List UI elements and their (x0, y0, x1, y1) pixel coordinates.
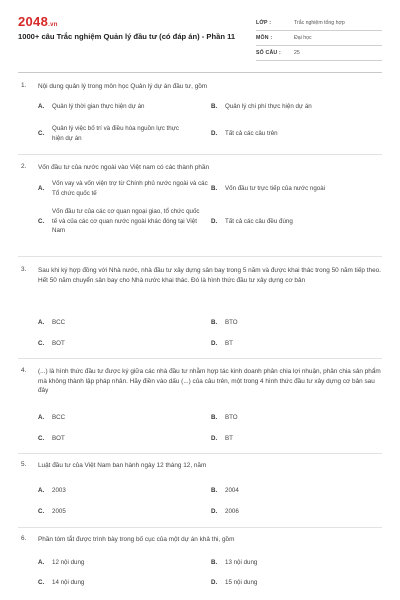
option-text: BCC (52, 319, 66, 326)
question-text: Phần tóm tắt được trình bày trong bố cục của một dự án khả thi, gồm (38, 536, 235, 543)
meta-value: Đại học (294, 35, 312, 41)
meta-row-class (256, 16, 382, 31)
document-header (18, 14, 382, 76)
option-letter: D. (211, 435, 218, 442)
option-text: Vốn đầu tư trực tiếp của nước ngoài (225, 185, 326, 192)
meta-table (256, 16, 382, 61)
meta-row-subject (256, 31, 382, 46)
option-text: 2004 (225, 487, 239, 494)
option-text: BT (225, 340, 233, 347)
option-letter: A. (38, 103, 45, 110)
site-logo[interactable] (18, 14, 58, 29)
question-text: Vốn đầu tư của nước ngoài vào Việt nam có các thành phần (38, 164, 210, 171)
option-text: BT (225, 435, 233, 442)
question-text: (...) là hình thức đầu tư được ký giữa các nhà đầu tư nhằm hợp tác kinh doanh phân chia lợi nhuận, phân chia sản phẩm mà không thành lập pháp nhân. Hãy điền vào dấu (...) của câu trên, một trong 4 hình thức đầu tư xây dựng cơ bản sau đây (38, 368, 381, 395)
question-divider (18, 527, 382, 528)
question-number: 2. (21, 163, 27, 170)
option-letter: A. (38, 487, 45, 494)
option-letter: C. (38, 130, 45, 137)
option-text: BTO (225, 414, 238, 421)
option-letter: B. (211, 487, 218, 494)
option-letter: D. (211, 508, 218, 515)
option-text: Quản lý chi phí thực hiện dự án (225, 103, 312, 110)
option-letter: B. (211, 559, 218, 566)
option-text: BOT (52, 435, 65, 442)
option-text: Tất cả các câu trên (225, 130, 278, 137)
option-text: 15 nội dung (225, 579, 258, 586)
option-text: Quản lý thời gian thực hiện dự án (52, 103, 145, 110)
meta-value: Trắc nghiệm tổng hợp (294, 20, 345, 26)
option-letter: A. (38, 185, 45, 192)
question-text: Sau khi ký hợp đồng với Nhà nước, nhà đầu tư xây dựng sân bay trong 5 năm và được khai thác trong 50 năm tiếp theo. Hết 50 năm chuyển sân bay cho Nhà nước khai thác. Đó là hình thức đầu tư xây dựng cơ bản (38, 267, 381, 284)
meta-label: LỚP : (256, 20, 272, 26)
option-letter: D. (211, 340, 218, 347)
option-text: 2005 (52, 508, 66, 515)
option-text: Tất cả các câu đều đúng (225, 218, 293, 225)
option-letter: A. (38, 414, 45, 421)
option-text: 13 nội dung (225, 559, 258, 566)
option-text: BCC (52, 414, 66, 421)
option-text: 12 nội dung (52, 559, 85, 566)
option-letter: B. (211, 103, 218, 110)
option-letter: B. (211, 185, 218, 192)
option-letter: D. (211, 579, 218, 586)
question-number: 6. (21, 535, 27, 542)
document-title: 1000+ câu Trắc nghiệm Quản lý đầu tư (có đáp án) - Phần 11 (18, 32, 236, 41)
option-text: Vốn đầu tư của các cơ quan ngoại giao, tổ chức quốc tế và của các cơ quan nước ngoài khác đóng tại Việt Nam (52, 208, 200, 235)
option-text: 14 nội dung (52, 579, 85, 586)
option-text: 2003 (52, 487, 66, 494)
question-number: 1. (21, 82, 27, 89)
question-divider (18, 358, 382, 359)
option-letter: C. (38, 435, 45, 442)
option-letter: B. (211, 414, 218, 421)
option-letter: C. (38, 579, 45, 586)
question-number: 5. (21, 461, 27, 468)
header-divider (18, 72, 382, 73)
question-number: 4. (21, 367, 27, 374)
logo-main: 2048 (18, 14, 49, 29)
question-divider (18, 453, 382, 454)
option-letter: C. (38, 340, 45, 347)
option-letter: A. (38, 319, 45, 326)
option-letter: D. (211, 218, 218, 225)
meta-label: MÔN : (256, 35, 273, 41)
option-letter: C. (38, 508, 45, 515)
option-letter: A. (38, 559, 45, 566)
question-text: Luật đầu tư của Việt Nam ban hành ngày 12 tháng 12, năm (38, 462, 207, 469)
question-number: 3. (21, 266, 27, 273)
meta-label: SỐ CÂU : (256, 50, 281, 56)
option-text: BTO (225, 319, 238, 326)
option-text: 2006 (225, 508, 239, 515)
option-letter: B. (211, 319, 218, 326)
question-text: Nội dung quản lý trong môn học Quản lý dự án đầu tư, gồm (38, 83, 208, 90)
meta-row-count (256, 46, 382, 61)
meta-value: 25 (294, 50, 300, 56)
question-divider (18, 154, 382, 155)
option-letter: C. (38, 218, 45, 225)
option-text: Quản lý việc bố trí và điều hòa nguồn lực thực hiện dự án (52, 125, 179, 142)
question-divider (18, 256, 382, 257)
logo-suffix: .vn (48, 22, 58, 28)
option-text: Vốn vay và vốn viện trợ từ Chính phủ nước ngoài và các Tổ chức quốc tế (52, 180, 208, 197)
option-letter: D. (211, 130, 218, 137)
option-text: BOT (52, 340, 65, 347)
